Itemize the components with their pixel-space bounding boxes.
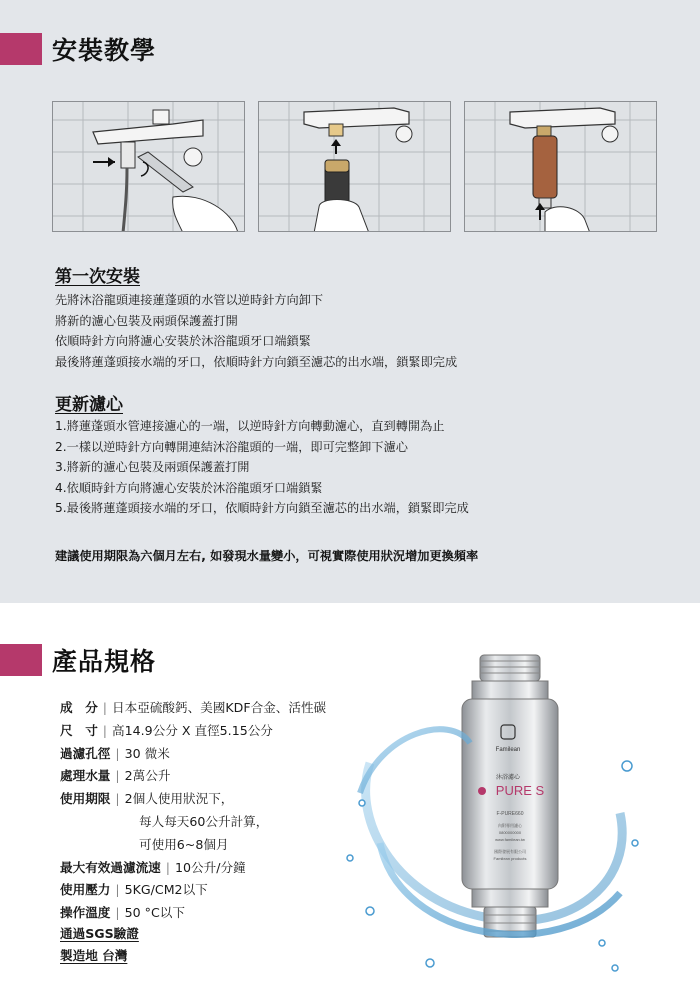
sgs-certification: 通過SGS驗證 [60,926,139,941]
first-install-line: 先將沐浴龍頭連接蓮蓬頭的水管以逆時針方向卸下 [55,293,324,307]
replace-steps [55,416,469,519]
spec-value: 2個人使用狀況下， [124,791,234,807]
install-title: 安裝教學 [52,36,157,65]
spec-separator: | [102,700,108,715]
product-small-line: 0800000000 [498,830,522,835]
accent-bar [0,33,42,65]
product-small-line: Familean products [493,856,527,861]
replace-line: 5.最後將蓮蓬頭接水端的牙口，依順時針方向鎖至濾芯的出水端，鎖緊即完成 [55,501,469,515]
usage-note: 建議使用期限為六個月左右, 如發現水量變小，可視實際使用狀況增加更換頻率 [55,549,479,563]
first-install-line: 最後將蓮蓬頭接水端的牙口，依順時針方向鎖至濾芯的出水端，鎖緊即完成 [55,354,458,369]
first-install-title: 第一次安裝 [55,267,140,287]
product-image [340,643,640,983]
first-install-line: 依順時針方向將濾心安裝於沐浴龍頭牙口端鎖緊 [55,334,311,348]
product-small-line: 國際發展有限公司 [494,849,526,854]
spec-separator: | [102,722,108,738]
accent-bar [0,644,42,676]
replace-line: 4.依順時針方向將濾心安裝於沐浴龍頭牙口端鎖緊 [55,480,323,495]
step-1-illustration [52,101,245,232]
spec-row-pressure [60,879,326,902]
spec-list [60,697,326,925]
product-model: F-PURE660 [496,811,524,817]
product-brand: Familean [495,747,521,753]
spec-certifications [60,923,139,967]
spec-value: 50 °C以下 [124,905,185,921]
install-heading [0,31,156,67]
spec-row-pore [60,743,326,766]
spec-key: 成 分 [60,700,98,715]
spec-section [0,603,700,1007]
replace-title: 更新濾心 [55,395,123,415]
product-small-line: 內附專用濾心 [498,823,522,828]
spec-key: 最大有效過濾流速 [60,859,161,875]
product-name: PURE S [495,783,545,798]
spec-separator: | [115,745,120,761]
spec-key: 操作溫度 [60,905,111,921]
origin-label: 製造地 台灣 [60,948,128,963]
spec-period-continued: 可使用6~8個月 [139,836,229,852]
spec-value: 5KG/CM2以下 [124,882,208,898]
step-3-illustration [464,101,657,232]
spec-key: 尺 寸 [60,722,98,738]
spec-separator: | [115,791,120,807]
spec-heading [0,642,156,678]
spec-separator: | [165,859,170,875]
spec-value: 30 微米 [124,745,170,761]
product-logo-icon [478,787,486,795]
spec-key: 使用期限 [60,791,111,807]
spec-separator: | [115,768,120,784]
spec-row-flow [60,857,326,880]
spec-period-continued: 每人每天60公升計算， [139,813,269,829]
spec-row-volume [60,765,326,788]
spec-row-period [60,788,326,811]
spec-separator: | [115,905,120,921]
product-subtitle: 沐浴濾心 [495,775,521,781]
spec-row-ingredient [60,697,326,720]
replace-line: 3.將新的濾心包裝及兩頭保護蓋打開 [55,460,250,474]
first-install-steps [55,290,457,372]
install-steps [52,101,658,232]
spec-title: 產品規格 [52,647,157,676]
spec-row-size [60,720,326,743]
spec-row-temp [60,902,326,925]
replace-line: 2.一樣以逆時針方向轉開連結沐浴龍頭的一端，即可完整卸下濾心 [55,439,408,454]
spec-separator: | [115,882,120,898]
spec-value: 高14.9公分 X 直徑5.15公分 [112,722,273,738]
spec-key: 處理水量 [60,768,111,784]
spec-value: 2萬公升 [124,768,171,784]
spec-value: 10公升/分鐘 [175,859,246,875]
spec-value: 日本亞硫酸鈣、美國KDF合金、活性碳 [112,700,327,715]
spec-key: 使用壓力 [60,882,111,898]
spec-key: 過濾孔徑 [60,745,111,761]
step-2-illustration [258,101,451,232]
replace-line: 1.將蓮蓬頭水管連接濾心的一端，以逆時針方向轉動濾心，直到轉開為止 [55,419,445,433]
first-install-line: 將新的濾心包裝及兩頭保護蓋打開 [55,313,238,328]
product-small-line: www.familean.tw [495,837,525,842]
